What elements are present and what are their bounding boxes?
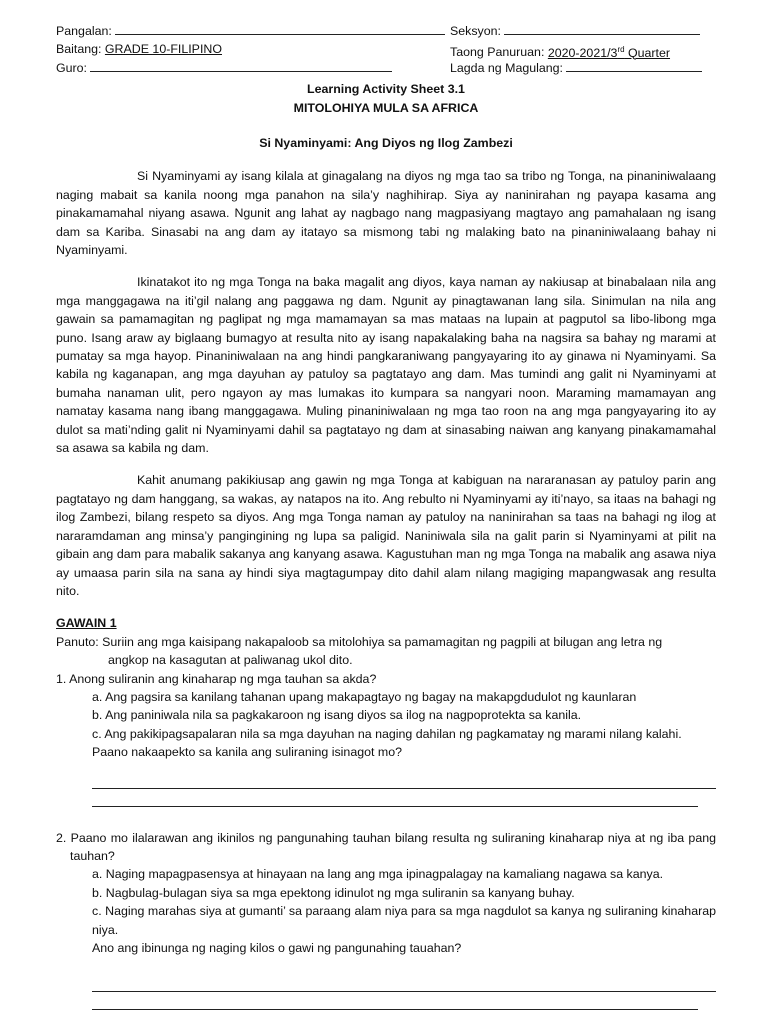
- question-1-option-c[interactable]: c. Ang pakikipagsapalaran nila sa mga dayuhan na naging dahilan ng pagkamatay ng marami nilang kalahi.: [92, 726, 682, 741]
- story-title: Si Nyaminyami: Ang Diyos ng Ilog Zambezi: [259, 135, 513, 150]
- baitang-value: GRADE 10-FILIPINO: [104, 42, 222, 57]
- guro-blank[interactable]: [90, 59, 392, 72]
- topic-title: MITOLOHIYA MULA SA AFRICA: [293, 100, 479, 115]
- question-1-option-b[interactable]: b. Ang paniniwala nila sa pagkakaroon ng isang diyos sa ilog na nagpoprotekta sa kanila.: [92, 708, 582, 723]
- baitang-label: Baitang:: [56, 42, 102, 57]
- taong-panuruan-label: Taong Panuruan:: [450, 45, 545, 60]
- question-1-answer-line-1[interactable]: [92, 788, 716, 789]
- seksyon-label: Seksyon:: [450, 24, 501, 38]
- pangalan-label: Pangalan:: [56, 24, 112, 38]
- pangalan-blank[interactable]: [115, 22, 445, 35]
- question-2-followup: Ano ang ibinunga ng naging kilos o gawi ng pangunahing tauahan?: [92, 941, 462, 956]
- instructions-line-2: angkop na kasagutan at paliwanag ukol dito.: [108, 653, 353, 668]
- story-paragraph-2: Ikinatakot ito ng mga Tonga na baka magalit ang diyos, kaya naman ay nakiusap at binabalaan nila ang mga manggagawa na iti’gil nalang ang paggawa ng dam. Ngunit ay pinagtawanan lang sila. Sinimulan na nila ang gawain sa pamamagitan ng paglipat ng mga mamamayan sa mas mataas na lupain at pagputol sa libo-libong mga puno. Isang araw ay biglaang bumagyo at resulta nito ay isang napakalaking baha na nagsira sa bahay ng marami at pumatay sa mga hayop. Pinaniniwalaan na ang hindi pangkaraniwang pangyayaring ito ay ginawa ni Nyaminyami. Sa kabila ng kaganapan, ang mga dayuhan ay patuloy sa pagtatayo ang dam. Mas tumindi ang galit ni Nyaminyami at bumaha nanaman ulit, pero ngayon ay mas lumakas ito kumpara sa nangyari noon. Maraming mamamayan ang namatay kasama nang ibang manggagawa. Muling pinaniniwalaan ng mga tao roon na ang mga pangyayaring ito ay dulot sa mati’nding galit ni Nyaminyami dahil sa pagtatayo ng dam at sinasabing naiwan ang kanyang pinakamamahal sa asawa sa kabila ng dam.: [56, 275, 716, 456]
- lagda-blank[interactable]: [566, 59, 702, 72]
- header-row-1: [56, 22, 716, 40]
- header-row-3: [56, 59, 716, 77]
- instructions: [56, 633, 716, 670]
- guro-label: Guro:: [56, 60, 87, 75]
- sheet-title: Learning Activity Sheet 3.1: [307, 82, 465, 97]
- instructions-line-1: Panuto: Suriin ang mga kaisipang nakapaloob sa mitolohiya sa pamamagitan ng pagpili at bilugan ang letra ng: [56, 634, 663, 649]
- question-2: 2. Paano mo ilalarawan ang ikinilos ng pangunahing tauhan bilang resulta ng suliraning kinaharap niya at ng iba pang tauhan?: [56, 830, 716, 863]
- question-1-followup: Paano nakaapekto sa kanila ang suliraning isinagot mo?: [92, 745, 402, 760]
- taong-panuruan-value: 2020-2021/3rd Quarter: [547, 44, 671, 60]
- header-row-2: [56, 40, 716, 58]
- question-1: 1. Anong suliranin ang kinaharap ng mga tauhan sa akda?: [56, 671, 377, 686]
- lagda-label: Lagda ng Magulang:: [450, 60, 563, 75]
- question-2-option-a[interactable]: a. Naging mapagpasensya at hinayaan na lang ang mga ipinagpalagay na kamaliang nagawa sa kanya.: [92, 867, 664, 882]
- question-2-answer-line-2[interactable]: [92, 1009, 698, 1010]
- seksyon-blank[interactable]: [504, 22, 700, 35]
- question-1-option-a[interactable]: a. Ang pagsira sa kanilang tahanan upang makapagtayo ng bagay na makapgdudulot ng kaunlaran: [92, 689, 637, 704]
- story-paragraph-1: Si Nyaminyami ay isang kilala at ginagalang na diyos ng mga tao sa tribo ng Tonga, na pinaniniwalaang naging mabait sa kanila noong mga panahon na sila’y naghihirap. Siya ay naninirahan ng payapa kasama ang pinakamamahal niyang asawa. Ngunit ang lahat ay nagbago nang magpasiyang magtayo ang pamahalaan ng isang dam sa Kariba. Sinasabi na ang dam ay itatayo sa mismong tabi ng malaking bato na pinaniniwalaang bahay ni Nyaminyami.: [56, 169, 716, 258]
- activity-heading: GAWAIN 1: [56, 616, 117, 631]
- question-2-option-c[interactable]: c. Naging marahas siya at gumanti’ sa paraang alam niya para sa mga nagdulot sa kanya ng suliraning kinaharap niya.: [92, 904, 716, 937]
- question-2-option-b[interactable]: b. Nagbulag-bulagan siya sa mga epektong idinulot ng mga suliranin sa kanyang buhay.: [92, 885, 575, 900]
- story-paragraph-3: Kahit anumang pakikiusap ang gawin ng mga Tonga at kabiguan na nararanasan ay patuloy parin ang pagtatayo ng dam hanggang, sa wakas, ay natapos na ito. Ang rebulto ni Nyaminyami ay iti’nayo, sa itaas na bahagi ng ilog Zambezi, bilang respeto sa diyos. Ang mga Tonga naman ay patuloy na naninirahan sa taas na bahagi ng ilog at nararamdaman ang minsa’y pangingining ng lupa sa paligid. Naniniwala sila na galit parin si Nyaminyami at pilit na gibain ang dam para mabalik sakanya ang kanyang asawa. Kagustuhan man ng mga Tonga na mabalik ang asawa niya ay umaasa parin sila na sana ay hindi siya magtagumpay dito dahil alam nilang magiging mapangwasak ang resulta nito.: [56, 473, 716, 598]
- question-2-answer-line-1[interactable]: [92, 991, 716, 992]
